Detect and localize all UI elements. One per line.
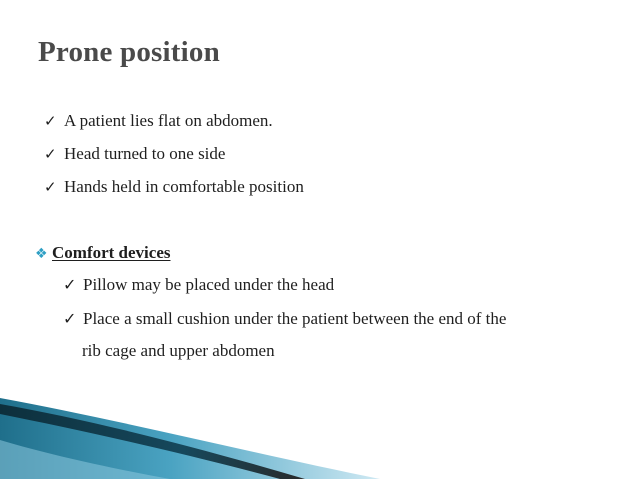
check-icon: ✓ [44, 112, 57, 130]
bullet-text: Hands held in comfortable position [64, 177, 304, 196]
check-icon: ✓ [44, 178, 57, 196]
sub-list-item [63, 309, 506, 329]
bullet-text: A patient lies flat on abdomen. [64, 111, 273, 130]
sub-item-text: Pillow may be placed under the head [83, 275, 335, 294]
list-item [44, 144, 225, 164]
section-label: Comfort devices [52, 243, 171, 262]
list-item [44, 177, 304, 197]
check-icon: ✓ [63, 275, 77, 294]
sub-list-item [63, 275, 334, 295]
bullet-text: Head turned to one side [64, 144, 226, 163]
section-heading [35, 243, 171, 264]
sub-item-text: Place a small cushion under the patient between the end of the [83, 309, 507, 328]
check-icon: ✓ [63, 309, 77, 328]
diamond-icon: ❖ [35, 246, 48, 262]
list-item [44, 111, 273, 131]
check-icon: ✓ [44, 145, 57, 163]
sub-item-continuation: rib cage and upper abdomen [82, 341, 275, 360]
page-title: Prone position [38, 36, 220, 68]
